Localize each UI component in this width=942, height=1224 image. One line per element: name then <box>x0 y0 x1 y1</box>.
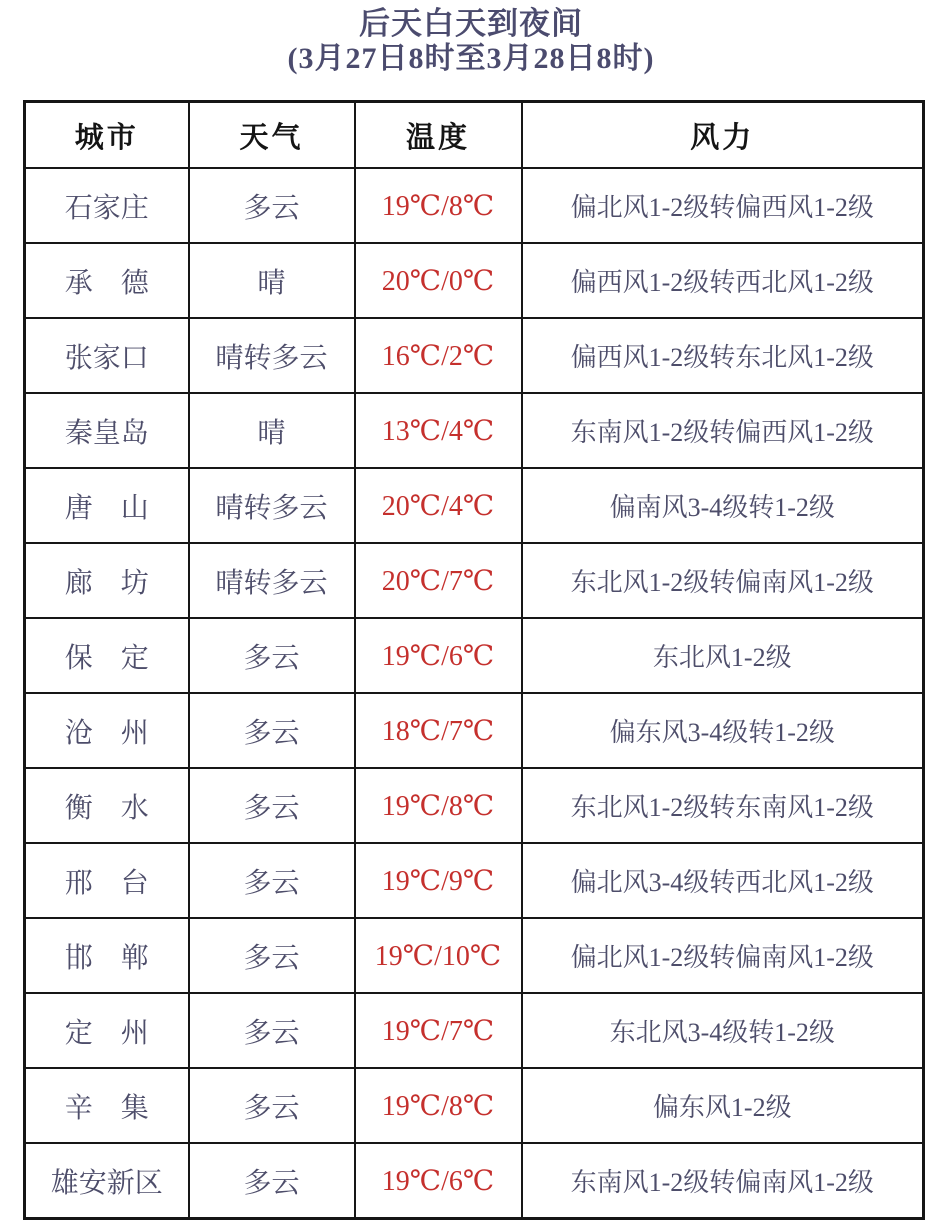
header-city: 城市 <box>25 102 189 169</box>
weather-cell: 晴转多云 <box>189 468 355 543</box>
table-row <box>25 768 924 843</box>
table-row <box>25 918 924 993</box>
temp-cell: 19℃/6℃ <box>355 618 522 693</box>
temp-cell: 20℃/4℃ <box>355 468 522 543</box>
temp-cell: 20℃/0℃ <box>355 243 522 318</box>
weather-cell: 晴转多云 <box>189 318 355 393</box>
wind-cell: 东北风3-4级转1-2级 <box>522 993 924 1068</box>
city-cell: 邢 台 <box>25 843 189 918</box>
city-cell: 廊 坊 <box>25 543 189 618</box>
table-row <box>25 393 924 468</box>
city-cell: 邯 郸 <box>25 918 189 993</box>
temp-cell: 19℃/10℃ <box>355 918 522 993</box>
table-row <box>25 843 924 918</box>
wind-cell: 偏北风3-4级转西北风1-2级 <box>522 843 924 918</box>
header-weather: 天气 <box>189 102 355 169</box>
temp-cell: 16℃/2℃ <box>355 318 522 393</box>
temp-cell: 19℃/8℃ <box>355 168 522 243</box>
city-cell: 辛 集 <box>25 1068 189 1143</box>
table-row <box>25 693 924 768</box>
wind-cell: 东南风1-2级转偏西风1-2级 <box>522 393 924 468</box>
weather-cell: 多云 <box>189 918 355 993</box>
table-row <box>25 618 924 693</box>
table-header-row <box>25 102 924 169</box>
weather-cell: 多云 <box>189 768 355 843</box>
temp-cell: 13℃/4℃ <box>355 393 522 468</box>
weather-cell: 多云 <box>189 843 355 918</box>
city-cell: 沧 州 <box>25 693 189 768</box>
weather-cell: 晴转多云 <box>189 543 355 618</box>
title-line-2: (3月27日8时至3月28日8时) <box>287 41 655 75</box>
table-row <box>25 318 924 393</box>
table-row <box>25 468 924 543</box>
weather-cell: 多云 <box>189 1068 355 1143</box>
temp-cell: 19℃/6℃ <box>355 1143 522 1219</box>
wind-cell: 偏东风1-2级 <box>522 1068 924 1143</box>
wind-cell: 偏西风1-2级转东北风1-2级 <box>522 318 924 393</box>
header-wind: 风力 <box>522 102 924 169</box>
city-cell: 雄安新区 <box>25 1143 189 1219</box>
weather-cell: 晴 <box>189 393 355 468</box>
weather-cell: 多云 <box>189 168 355 243</box>
weather-cell: 多云 <box>189 693 355 768</box>
weather-cell: 晴 <box>189 243 355 318</box>
wind-cell: 偏北风1-2级转偏南风1-2级 <box>522 918 924 993</box>
temp-cell: 20℃/7℃ <box>355 543 522 618</box>
temp-cell: 19℃/7℃ <box>355 993 522 1068</box>
weather-cell: 多云 <box>189 993 355 1068</box>
table-row <box>25 993 924 1068</box>
city-cell: 定 州 <box>25 993 189 1068</box>
wind-cell: 偏北风1-2级转偏西风1-2级 <box>522 168 924 243</box>
city-cell: 衡 水 <box>25 768 189 843</box>
wind-cell: 东南风1-2级转偏南风1-2级 <box>522 1143 924 1219</box>
temp-cell: 18℃/7℃ <box>355 693 522 768</box>
city-cell: 张家口 <box>25 318 189 393</box>
wind-cell: 东北风1-2级转偏南风1-2级 <box>522 543 924 618</box>
weather-forecast-table <box>23 100 925 1220</box>
city-cell: 石家庄 <box>25 168 189 243</box>
city-cell: 唐 山 <box>25 468 189 543</box>
title-line-1: 后天白天到夜间 <box>359 6 583 41</box>
temp-cell: 19℃/9℃ <box>355 843 522 918</box>
weather-cell: 多云 <box>189 1143 355 1219</box>
city-cell: 秦皇岛 <box>25 393 189 468</box>
page-title <box>0 6 942 76</box>
weather-cell: 多云 <box>189 618 355 693</box>
wind-cell: 东北风1-2级转东南风1-2级 <box>522 768 924 843</box>
table-row <box>25 1143 924 1219</box>
city-cell: 承 德 <box>25 243 189 318</box>
wind-cell: 偏西风1-2级转西北风1-2级 <box>522 243 924 318</box>
weather-table-body <box>25 168 924 1219</box>
table-row <box>25 243 924 318</box>
header-temp: 温度 <box>355 102 522 169</box>
city-cell: 保 定 <box>25 618 189 693</box>
temp-cell: 19℃/8℃ <box>355 768 522 843</box>
wind-cell: 偏东风3-4级转1-2级 <box>522 693 924 768</box>
wind-cell: 偏南风3-4级转1-2级 <box>522 468 924 543</box>
table-row <box>25 168 924 243</box>
table-row <box>25 543 924 618</box>
temp-cell: 19℃/8℃ <box>355 1068 522 1143</box>
table-row <box>25 1068 924 1143</box>
wind-cell: 东北风1-2级 <box>522 618 924 693</box>
